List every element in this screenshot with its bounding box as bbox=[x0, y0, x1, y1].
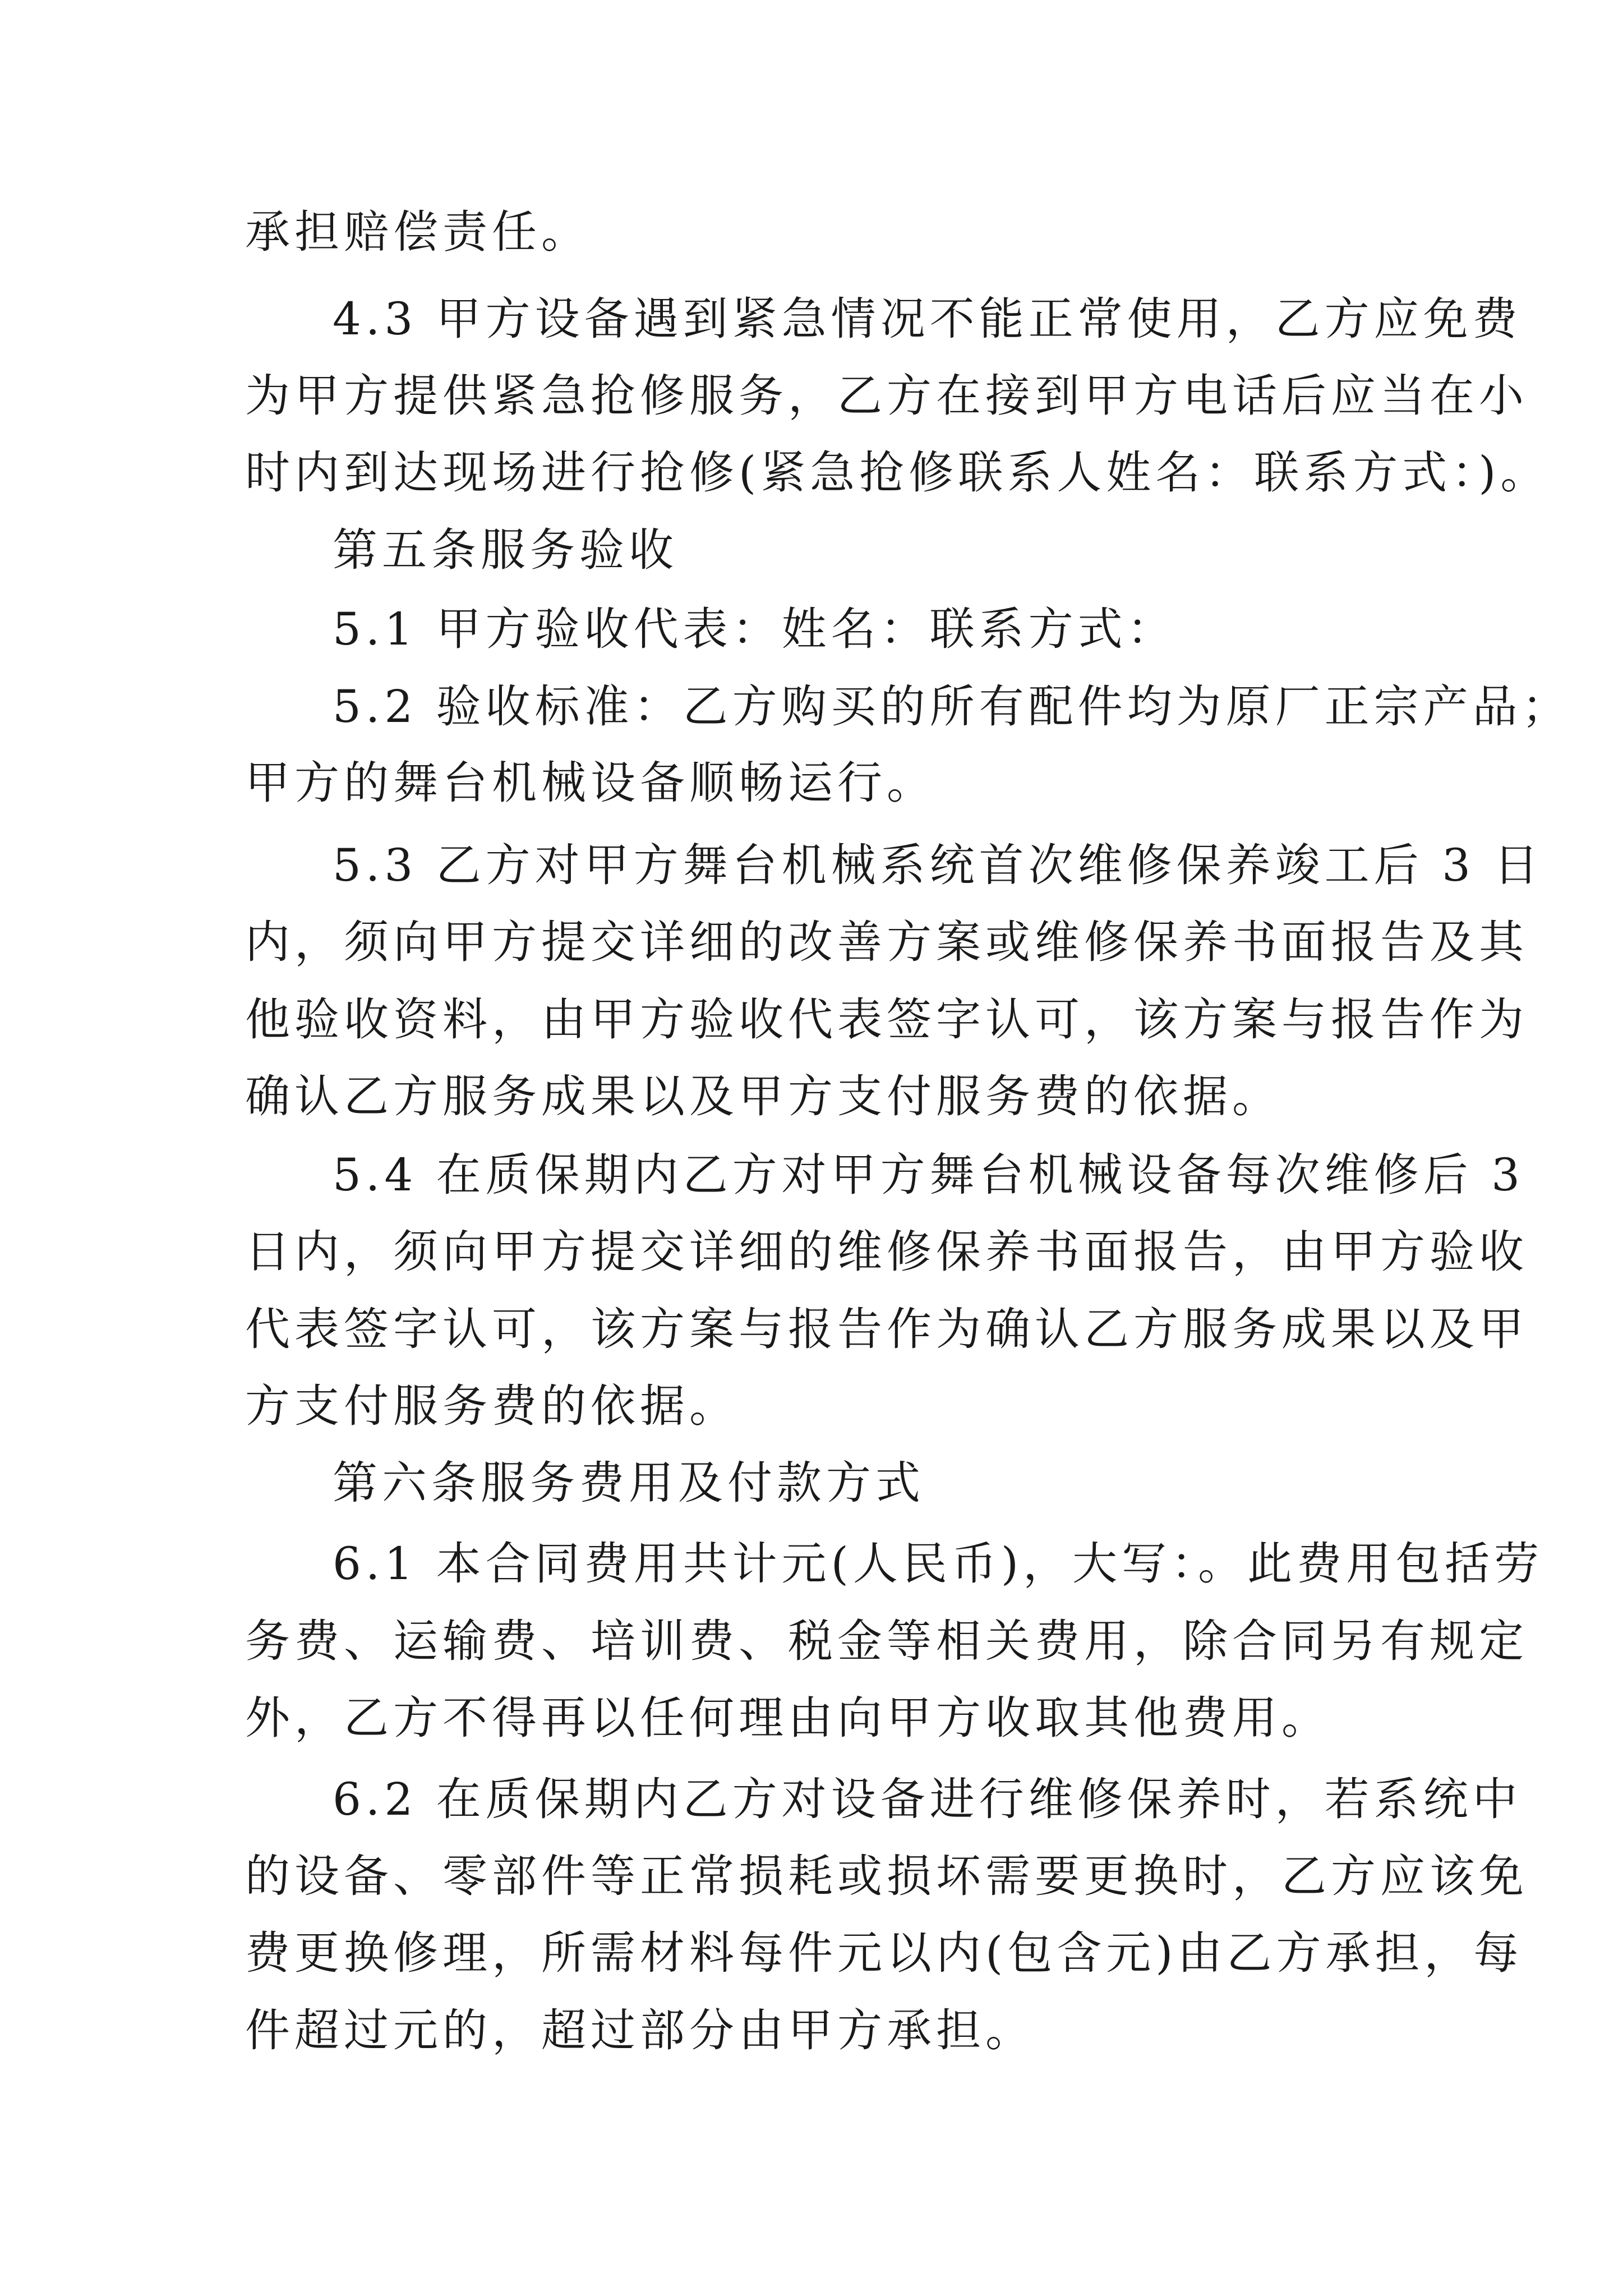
text-line-4: 时内到达现场进行抢修(紧急抢修联系人姓名：联系方式：)。 bbox=[245, 447, 1550, 499]
text-line-2: 4.3 甲方设备遇到紧急情况不能正常使用，乙方应免费 bbox=[333, 293, 1522, 345]
text-line-13: 5.4 在质保期内乙方对甲方舞台机械设备每次维修后 3 bbox=[333, 1149, 1524, 1201]
text-line-14: 日内，须向甲方提交详细的维修保养书面报告，由甲方验收 bbox=[245, 1226, 1528, 1278]
section-heading-5: 第五条服务验收 bbox=[333, 524, 678, 576]
text-line-12: 确认乙方服务成果以及甲方支付服务费的依据。 bbox=[245, 1070, 1281, 1122]
text-line-20: 外，乙方不得再以任何理由向甲方收取其他费用。 bbox=[245, 1692, 1331, 1744]
text-line-9: 5.3 乙方对甲方舞台机械系统首次维修保养竣工后 3 日 bbox=[333, 839, 1543, 891]
text-line-23: 费更换修理，所需材料每件元以内(包含元)由乙方承担，每 bbox=[245, 1927, 1523, 1979]
text-line-3: 为甲方提供紧急抢修服务，乙方在接到甲方电话后应当在小 bbox=[245, 370, 1528, 422]
text-line-10: 内，须向甲方提交详细的改善方案或维修保养书面报告及其 bbox=[245, 916, 1528, 968]
text-line-6: 5.1 甲方验收代表：姓名：联系方式： bbox=[333, 603, 1177, 655]
text-line-15: 代表签字认可，该方案与报告作为确认乙方服务成果以及甲 bbox=[245, 1303, 1528, 1355]
text-line-21: 6.2 在质保期内乙方对设备进行维修保养时，若系统中 bbox=[333, 1773, 1522, 1825]
text-line-19: 务费、运输费、培训费、税金等相关费用，除合同另有规定 bbox=[245, 1615, 1528, 1667]
text-line-16: 方支付服务费的依据。 bbox=[245, 1380, 739, 1432]
text-line-7: 5.2 验收标准：乙方购买的所有配件均为原厂正宗产品； bbox=[333, 680, 1571, 733]
text-line-8: 甲方的舞台机械设备顺畅运行。 bbox=[245, 757, 936, 809]
text-line-1: 承担赔偿责任。 bbox=[245, 206, 591, 258]
text-line-24: 件超过元的，超过部分由甲方承担。 bbox=[245, 2004, 1035, 2056]
text-line-22: 的设备、零部件等正常损耗或损坏需要更换时，乙方应该免 bbox=[245, 1850, 1528, 1902]
section-heading-6: 第六条服务费用及付款方式 bbox=[333, 1457, 925, 1509]
text-line-18: 6.1 本合同费用共计元(人民币)，大写：。此费用包括劳 bbox=[333, 1538, 1544, 1590]
text-line-11: 他验收资料，由甲方验收代表签字认可，该方案与报告作为 bbox=[245, 993, 1528, 1046]
